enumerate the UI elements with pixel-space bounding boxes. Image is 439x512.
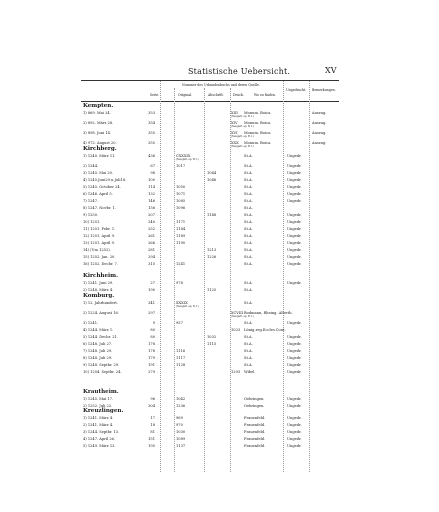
row-unprinted: Ungedr. xyxy=(287,416,302,420)
row-label: 8) 1247. Novbr. 1. xyxy=(83,206,116,210)
row-folio: 297 xyxy=(148,311,155,315)
leader-dots: . . . xyxy=(157,281,168,285)
leader-dots: . . . xyxy=(157,255,168,259)
row-location: Lünig,reg.Eccles.Cont. xyxy=(244,328,286,332)
row-original: 1137 xyxy=(176,444,186,448)
row-unprinted: Ungedr. xyxy=(287,241,302,245)
row-label: 2) 892. März 28. xyxy=(83,121,114,125)
table-row xyxy=(81,247,339,254)
table-row xyxy=(81,191,339,198)
row-folio: 151 xyxy=(148,437,155,441)
row-folio: 353 xyxy=(148,111,155,115)
table-row xyxy=(81,300,339,307)
row-label: 1) 1241. Juni 29. xyxy=(83,281,114,285)
table-row xyxy=(81,233,339,240)
row-label: 10) 1254. Septbr. 24. xyxy=(83,370,122,374)
table-row xyxy=(81,219,339,226)
table-row xyxy=(81,355,339,362)
table-row xyxy=(81,443,339,450)
leader-dots: . . . xyxy=(157,416,168,420)
table-row xyxy=(81,422,339,429)
source-note: (Neugart. ep. B. I.) xyxy=(231,314,254,318)
column-header-bem: Bemerkungen. xyxy=(312,88,336,92)
row-unprinted: Ungedr. xyxy=(287,397,302,401)
row-location: Frauenfeld. xyxy=(244,437,266,441)
row-folio: 67 xyxy=(150,164,155,168)
row-location: St.A. xyxy=(244,178,253,182)
leader-dots: . . . xyxy=(157,131,168,135)
row-abschrift: 1046 xyxy=(207,178,217,182)
leader-dots: . . . xyxy=(157,423,168,427)
row-location: St.A. xyxy=(244,262,253,266)
table-row xyxy=(81,153,339,160)
row-unprinted: Ungedr. xyxy=(287,423,302,427)
row-folio: 81 xyxy=(150,430,155,434)
leader-dots: . . . xyxy=(157,444,168,448)
row-unprinted: Ungedr. xyxy=(287,262,302,266)
row-label: 10) 1251. xyxy=(83,220,101,224)
row-label: 4) 972. August 20. xyxy=(83,141,117,145)
table-row xyxy=(81,205,339,212)
leader-dots: . . . xyxy=(157,206,168,210)
row-original: 957 xyxy=(176,321,183,325)
row-location: St.A. xyxy=(244,321,253,325)
row-label: 2) 1224. August 16. xyxy=(83,311,119,315)
row-original: 1042 xyxy=(176,397,186,401)
row-abschrift: 1148 xyxy=(207,213,217,217)
row-location: Monum. Boica. xyxy=(244,131,272,135)
section-heading: Kirchheim. xyxy=(83,273,119,279)
row-abschrift: 1044 xyxy=(207,171,217,175)
leader-dots: . . . xyxy=(157,192,168,196)
row-remark: Auszug. xyxy=(312,121,327,125)
row-folio: 294 xyxy=(148,255,155,259)
row-unprinted: Ungedr. xyxy=(287,171,302,175)
row-folio: 178 xyxy=(148,342,155,346)
row-label: 2) 1244. xyxy=(83,164,99,168)
table-row xyxy=(81,436,339,443)
row-folio: 207 xyxy=(148,213,155,217)
leader-dots: . . . xyxy=(157,356,168,360)
row-folio: 195 xyxy=(148,444,155,448)
source-note: (Neugart. ep. B. I.) xyxy=(231,144,254,148)
row-label: 6) 1248. Juli 27. xyxy=(83,342,113,346)
row-label: 3) 1244. Septbr. 13. xyxy=(83,430,120,434)
row-druck: XIII xyxy=(231,111,238,115)
row-unprinted: Ungedr. xyxy=(287,437,302,441)
row-folio: 80 xyxy=(150,335,155,339)
row-unprinted: Ungedr. xyxy=(287,430,302,434)
table-row xyxy=(81,163,339,170)
row-abschrift: 1032 xyxy=(207,335,217,339)
leader-dots: . . . xyxy=(157,213,168,217)
row-original: 1096 xyxy=(176,206,186,210)
leader-dots: . . . xyxy=(157,328,168,332)
row-location: Oehringen. xyxy=(244,404,265,408)
row-location: St.A. xyxy=(244,241,253,245)
table-row xyxy=(81,287,339,294)
leader-dots: . . . xyxy=(157,335,168,339)
row-folio: 436 xyxy=(148,154,155,158)
row-label: 7) 1247. xyxy=(83,199,99,203)
row-folio: 18 xyxy=(150,423,155,427)
source-note: (Neugart. ep. B. I.) xyxy=(176,157,199,161)
row-location: St.A. xyxy=(244,342,253,346)
row-location: St.A. xyxy=(244,206,253,210)
row-folio: 178 xyxy=(148,349,155,353)
row-location: St.A. xyxy=(244,154,253,158)
leader-dots: . . . xyxy=(157,185,168,189)
leader-dots: . . . xyxy=(157,288,168,292)
table-row xyxy=(81,334,339,341)
row-unprinted: Ungedr. xyxy=(287,349,302,353)
row-original: XXXIX xyxy=(176,301,188,305)
row-location: Monum. Boica. xyxy=(244,141,272,145)
row-location: Monum. Boica. xyxy=(244,111,272,115)
row-folio: 9 xyxy=(152,321,155,325)
row-unprinted: Ungedr. xyxy=(287,281,302,285)
row-label: 8) 1248. Juli 29. xyxy=(83,356,113,360)
row-location: St.A. xyxy=(244,349,253,353)
row-label: 16) 1252. Decbr. 7. xyxy=(83,262,118,266)
row-unprinted: Ungedr. xyxy=(287,444,302,448)
column-header-folio: Seite. xyxy=(150,93,160,97)
row-label: 3) 1245. Mai 20. xyxy=(83,171,114,175)
table-row xyxy=(81,140,339,147)
leader-dots: . . . xyxy=(157,171,168,175)
column-header-regest: Ungedruckt. xyxy=(286,88,307,92)
row-label: 7) 1248. Juli 29. xyxy=(83,349,113,353)
leader-dots: . . . xyxy=(157,321,168,325)
row-druck: 1293 xyxy=(231,370,241,374)
row-label: 1) 869. Mai 24. xyxy=(83,111,111,115)
row-folio: 156 xyxy=(148,206,155,210)
row-original: 1241 xyxy=(176,262,186,266)
row-location: St.A. xyxy=(244,164,253,168)
table-header-rule xyxy=(81,101,339,102)
row-location: St.A. xyxy=(244,213,253,217)
row-folio: 261 xyxy=(148,234,155,238)
row-label: 1) 1240. März 11. xyxy=(83,154,116,158)
table-row xyxy=(81,362,339,369)
row-label: 13) 1251. April 9. xyxy=(83,241,116,245)
page-title: Statistische Uebersicht. xyxy=(188,67,291,76)
row-remark: Auszug. xyxy=(312,131,327,135)
row-abschrift: 1115 xyxy=(207,342,217,346)
row-label: 14) (Um 1252). xyxy=(83,248,111,252)
row-label: 15) 1252. Jan. 20. xyxy=(83,255,116,259)
row-remark: Auszug. xyxy=(312,141,327,145)
leader-dots: . . . xyxy=(157,121,168,125)
row-folio: 17 xyxy=(150,416,155,420)
row-original: 1089 xyxy=(176,437,186,441)
source-note: (Neugart. ep. B. I.) xyxy=(231,124,254,128)
row-label: 1) 1245. Mai 17. xyxy=(83,397,114,401)
source-note: (Neugart. ep. B. I.) xyxy=(231,134,254,138)
table-row xyxy=(81,369,339,376)
row-label: 6) 1246. April 5. xyxy=(83,192,113,196)
row-original: 1184 xyxy=(176,227,186,231)
leader-dots: . . . xyxy=(157,370,168,374)
column-header-druck: Druck. xyxy=(233,93,244,97)
row-folio: 179 xyxy=(148,356,155,360)
leader-dots: . . . xyxy=(157,111,168,115)
row-folio: 252 xyxy=(148,227,155,231)
leader-dots: . . . xyxy=(157,404,168,408)
row-folio: 191 xyxy=(148,363,155,367)
table-row xyxy=(81,396,339,403)
section-heading: Kreuzlingen. xyxy=(83,408,124,414)
row-label: 2) 1248. März 4. xyxy=(83,288,114,292)
row-folio: 279 xyxy=(148,370,155,374)
row-folio: 96 xyxy=(150,397,155,401)
table-row xyxy=(81,341,339,348)
row-location: St.A. xyxy=(244,281,253,285)
section-heading: Kirchberg. xyxy=(83,146,117,152)
leader-dots: . . . xyxy=(157,437,168,441)
column-group-header: Nummer des Urkundenbuchs und deren Quelle. xyxy=(182,83,260,87)
row-label: 4) 1244. März 1. xyxy=(83,328,114,332)
row-location: St.A. xyxy=(244,335,253,339)
leader-dots: . . . xyxy=(157,262,168,266)
row-unprinted: Ungedr. xyxy=(287,335,302,339)
row-original: 1085 xyxy=(176,199,186,203)
row-label: 5) 1244. Decbr. 21. xyxy=(83,335,118,339)
row-druck: 1023 xyxy=(231,328,241,332)
row-unprinted: Ungedr. xyxy=(287,154,302,158)
row-druck: XIV xyxy=(231,121,238,125)
row-folio: 146 xyxy=(148,199,155,203)
leader-dots: . . . xyxy=(157,154,168,158)
row-folio: 80 xyxy=(150,328,155,332)
table-row xyxy=(81,212,339,219)
section-heading: Krautheim. xyxy=(83,389,119,395)
leader-dots: . . . xyxy=(157,397,168,401)
row-original: 1128 xyxy=(176,363,186,367)
row-unprinted: Ungedr. xyxy=(287,363,302,367)
row-folio: 98 xyxy=(150,171,155,175)
row-label: 11) 1251. Febr. 1. xyxy=(83,227,116,231)
row-unprinted: Ungedr. xyxy=(287,185,302,189)
row-folio: 240 xyxy=(148,220,155,224)
row-location: Frauenfeld. xyxy=(244,444,266,448)
source-note: (Neugart. ep. B. I.) xyxy=(176,304,199,308)
leader-dots: . . . xyxy=(157,430,168,434)
table-row xyxy=(81,327,339,334)
column-header-abschrift: Abschrift. xyxy=(208,93,224,97)
row-location: St.A. xyxy=(244,192,253,196)
column-header-ort: Wo zu finden. xyxy=(254,93,276,97)
row-unprinted: Ungedr. xyxy=(287,213,302,217)
section-heading: Kempten. xyxy=(83,103,114,109)
row-label: 3) 1241. xyxy=(83,321,99,325)
table-row xyxy=(81,130,339,137)
row-location: St.A. xyxy=(244,199,253,203)
leader-dots: . . . xyxy=(157,164,168,168)
row-folio: 100 xyxy=(148,178,155,182)
leader-dots: . . . xyxy=(157,227,168,231)
column-header-original: Original. xyxy=(178,93,193,97)
leader-dots: . . . xyxy=(157,301,168,305)
row-folio: 27 xyxy=(150,281,155,285)
row-label: 5) 1249. März 13. xyxy=(83,444,116,448)
row-unprinted: Ungedr. xyxy=(287,255,302,259)
row-label: 5) 1245. October 24. xyxy=(83,185,121,189)
source-note: (Neugart. ep. B. I.) xyxy=(231,114,254,118)
row-label: 9) 1248. Septbr. 29. xyxy=(83,363,120,367)
row-druck: XCVIII xyxy=(231,311,244,315)
row-label: 1) 1241. März 4. xyxy=(83,416,114,420)
table-row xyxy=(81,415,339,422)
row-unprinted: Ungedr. xyxy=(287,404,302,408)
row-unprinted: Ungedr. xyxy=(287,227,302,231)
row-druck: XXX xyxy=(231,141,239,145)
table-row xyxy=(81,261,339,268)
leader-dots: . . . xyxy=(157,363,168,367)
row-label: 12) 1251. April 9. xyxy=(83,234,116,238)
row-original: 1050 xyxy=(176,185,186,189)
row-location: St.A. xyxy=(244,356,253,360)
row-folio: 354 xyxy=(148,121,155,125)
leader-dots: . . . xyxy=(157,234,168,238)
leader-dots: . . . xyxy=(157,241,168,245)
row-unprinted: Ungedr. xyxy=(287,248,302,252)
row-unprinted: Ungedr. xyxy=(287,164,302,168)
row-folio: 304 xyxy=(148,404,155,408)
leader-dots: . . . xyxy=(157,178,168,182)
row-location: St.A. xyxy=(244,227,253,231)
row-label: 9) 1250. xyxy=(83,213,99,217)
row-location: St.A. xyxy=(244,301,253,305)
row-original: 1236 xyxy=(176,404,186,408)
row-original: 978 xyxy=(176,281,183,285)
row-original: CXXXIX xyxy=(176,154,191,158)
leader-dots: . . . xyxy=(157,248,168,252)
row-location: St.A. xyxy=(244,234,253,238)
row-label: 2) 1241. März 4. xyxy=(83,423,114,427)
row-original: 1030 xyxy=(176,430,186,434)
table-row xyxy=(81,320,339,327)
row-folio: 341 xyxy=(148,301,155,305)
row-unprinted: Ungedr. xyxy=(287,321,302,325)
row-folio: 132 xyxy=(148,192,155,196)
row-location: Frauenfeld. xyxy=(244,416,266,420)
page-number: XV xyxy=(325,66,337,75)
row-unprinted: Ungedr. xyxy=(287,370,302,374)
row-location: St.A. xyxy=(244,248,253,252)
row-location: Frauenfeld. xyxy=(244,430,266,434)
row-original: 1190 xyxy=(176,241,186,245)
table-row xyxy=(81,310,339,317)
row-original: 1189 xyxy=(176,234,186,238)
row-druck: XVI xyxy=(231,131,238,135)
row-unprinted: Ungedr. xyxy=(287,199,302,203)
leader-dots: . . . xyxy=(157,220,168,224)
section-heading: Komburg. xyxy=(83,293,115,299)
leader-dots: . . . xyxy=(157,342,168,346)
leader-dots: . . . xyxy=(157,141,168,145)
table-row xyxy=(81,240,339,247)
row-folio: 281 xyxy=(148,248,155,252)
table-row xyxy=(81,170,339,177)
row-location: Wibel. xyxy=(244,370,256,374)
table-row xyxy=(81,177,339,184)
row-unprinted: Ungedr. xyxy=(287,234,302,238)
table-row xyxy=(81,348,339,355)
leader-dots: . . . xyxy=(157,199,168,203)
row-folio: 266 xyxy=(148,241,155,245)
row-unprinted: Ungedr. xyxy=(287,192,302,196)
row-location: St.A. xyxy=(244,185,253,189)
row-location: St.A. xyxy=(244,288,253,292)
row-folio: 355 xyxy=(148,141,155,145)
row-label: 4) 1245.Juni29.u.Juli18. xyxy=(83,178,127,182)
row-folio: 315 xyxy=(148,262,155,266)
row-original: 1117 xyxy=(176,356,186,360)
row-original: 1116 xyxy=(176,349,186,353)
table-top-rule xyxy=(81,80,339,81)
row-unprinted: Ungedr. xyxy=(287,342,302,346)
row-original: 969 xyxy=(176,416,183,420)
row-abschrift: 1125 xyxy=(207,288,217,292)
row-abschrift: 1213 xyxy=(207,248,217,252)
row-original: 1017 xyxy=(176,164,186,168)
row-folio: 355 xyxy=(148,131,155,135)
row-unprinted: Ungedr. xyxy=(287,356,302,360)
row-location: St.A. xyxy=(244,363,253,367)
row-remark: Auszug. xyxy=(312,111,327,115)
row-label: 2) 1252. Juli 22. xyxy=(83,404,113,408)
table-row xyxy=(81,184,339,191)
row-location: Frauenfeld. xyxy=(244,423,266,427)
table-row xyxy=(81,198,339,205)
row-original: 970 xyxy=(176,423,183,427)
row-location: St.A. xyxy=(244,220,253,224)
row-location: St.A. xyxy=(244,171,253,175)
row-location: Monum. Boica. xyxy=(244,121,272,125)
table-row xyxy=(81,226,339,233)
row-original: 1071 xyxy=(176,192,186,196)
row-label: 1) 12. Jahrhundert. xyxy=(83,301,118,305)
row-folio: 114 xyxy=(148,185,155,189)
leader-dots: . . . xyxy=(157,349,168,353)
row-unprinted: Ungedr. xyxy=(287,220,302,224)
row-location: Oehringen. xyxy=(244,397,265,401)
table-row xyxy=(81,110,339,117)
table-row xyxy=(81,254,339,261)
row-original: 1171 xyxy=(176,220,186,224)
leader-dots: . . . xyxy=(157,311,168,315)
table-row xyxy=(81,280,339,287)
row-label: 3) 898. Juni 14. xyxy=(83,131,112,135)
table-row xyxy=(81,429,339,436)
table-row xyxy=(81,120,339,127)
row-location: Bodmann, Rheing. Alterth. xyxy=(244,311,293,315)
row-unprinted: Ungedr. xyxy=(287,178,302,182)
row-location: St.A. xyxy=(244,255,253,259)
row-abschrift: 1226 xyxy=(207,255,217,259)
row-label: 4) 1247. April 26. xyxy=(83,437,116,441)
row-folio: 190 xyxy=(148,288,155,292)
